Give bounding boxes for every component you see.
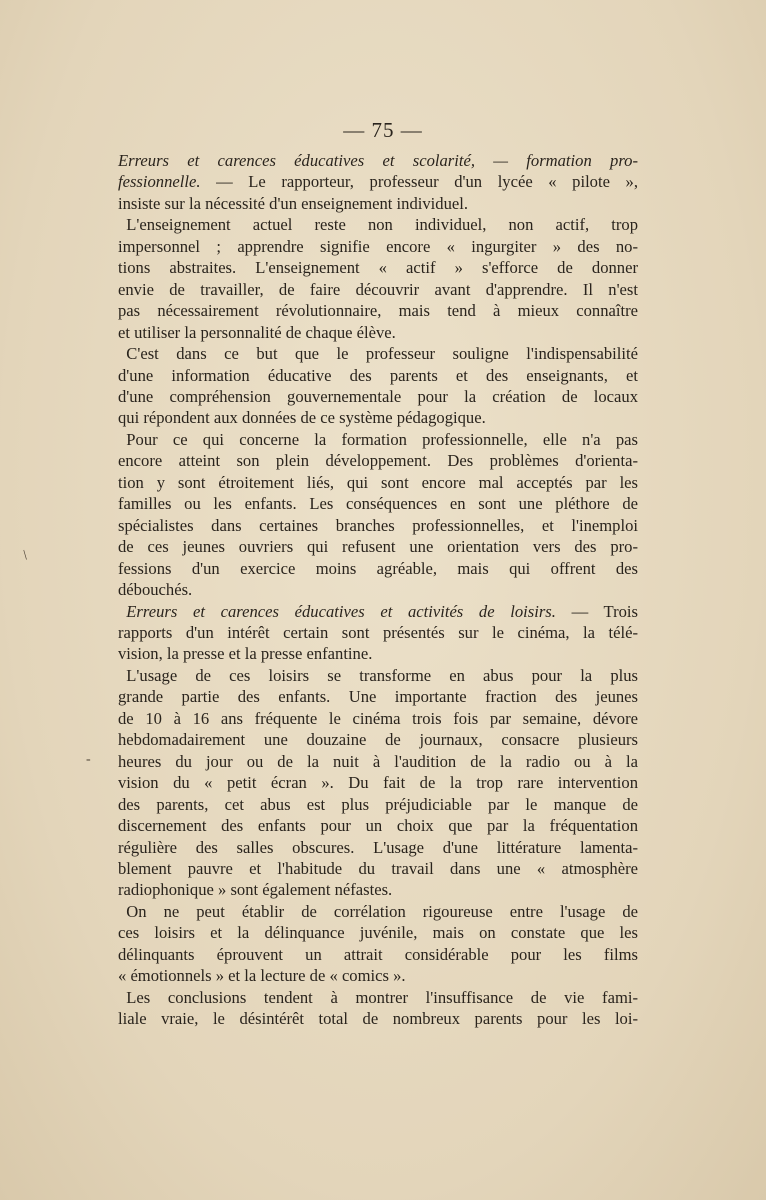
text-line <box>118 987 638 1008</box>
line-text: L'enseignement actuel reste non individuel, non actif, trop <box>118 215 638 235</box>
text-line <box>118 601 638 622</box>
line-text: L'usage de ces loisirs se transforme en abus pour la plus <box>118 665 638 685</box>
line-text: Les conclusions tendent à montrer l'insuffisance de vie fami- <box>118 987 638 1007</box>
page-number: — 75 — <box>343 118 423 142</box>
line-text: heures du jour ou de la nuit à l'audition de la radio ou à la <box>118 751 638 771</box>
text-line <box>118 558 638 579</box>
text-line <box>118 772 638 793</box>
text-line <box>118 365 638 386</box>
line-text: impersonnel ; apprendre signifie encore « ingurgiter » des no- <box>118 236 638 256</box>
text-line <box>118 901 638 922</box>
line-text: fessions d'un exercice moins agréable, mais qui offrent des <box>118 558 638 578</box>
text-line <box>118 429 638 450</box>
text-line <box>118 279 638 300</box>
text-line <box>118 515 638 536</box>
line-text: C'est dans ce but que le professeur souligne l'indispensabilité <box>118 344 638 364</box>
italic-heading-text: fessionnelle. <box>118 172 201 192</box>
text-line <box>118 450 638 471</box>
text-line <box>118 665 638 686</box>
text-line <box>118 815 638 836</box>
line-text: hebdomadairement une douzaine de journaux, consacre plusieurs <box>118 730 638 750</box>
line-text: rapports d'un intérêt certain sont présentés sur le cinéma, la télé- <box>118 622 638 642</box>
line-text: On ne peut établir de corrélation rigoureuse entre l'usage de <box>118 901 638 921</box>
text-line <box>118 622 638 643</box>
line-text: — Le rapporteur, professeur d'un lycée « pilote », <box>200 172 638 192</box>
text-line <box>118 643 638 664</box>
italic-heading-text: Erreurs et carences éducatives et activités de loisirs. <box>118 601 556 621</box>
line-text: Pour ce qui concerne la formation professionnelle, elle n'a pas <box>118 429 638 449</box>
text-line <box>118 1008 638 1029</box>
text-line <box>118 472 638 493</box>
text-line <box>118 236 638 257</box>
text-line <box>118 686 638 707</box>
line-text: envie de travailler, de faire découvrir avant d'apprendre. Il n'est <box>118 279 638 299</box>
text-line <box>118 214 638 235</box>
line-text: familles ou les enfants. Les conséquences en sont une pléthore de <box>118 494 638 514</box>
text-line <box>118 493 638 514</box>
line-text: qui répondent aux données de ce système pédagogique. <box>118 408 486 428</box>
line-text: et utiliser la personnalité de chaque élève. <box>118 322 396 342</box>
text-line <box>118 257 638 278</box>
line-text: discernement des enfants pour un choix que par la fréquentation <box>118 816 638 836</box>
body-text <box>118 150 638 1030</box>
line-text: ces loisirs et la délinquance juvénile, mais on constate que les <box>118 923 638 943</box>
text-line <box>118 193 638 214</box>
italic-heading-text: Erreurs et carences éducatives et scolarité, — formation pro- <box>118 151 638 170</box>
text-line <box>118 879 638 900</box>
line-text: d'une compréhension gouvernementale pour la création de locaux <box>118 386 638 406</box>
line-text: spécialistes dans certaines branches professionnelles, et l'inemploi <box>118 515 638 535</box>
line-text: pas nécessairement révolutionnaire, mais tend à mieux connaître <box>118 301 638 321</box>
line-text: débouchés. <box>118 580 193 600</box>
margin-mark: / <box>19 548 32 563</box>
text-line <box>118 343 638 364</box>
margin-mark: - <box>86 752 91 767</box>
text-line <box>118 322 638 343</box>
text-line <box>118 708 638 729</box>
text-line <box>118 858 638 879</box>
text-line <box>118 171 638 192</box>
text-line <box>118 944 638 965</box>
line-text: des parents, cet abus est plus préjudiciable par le manque de <box>118 794 638 814</box>
line-text: délinquants éprouvent un attrait considérable pour les films <box>118 944 638 964</box>
line-text: d'une information éducative des parents et des enseignants, et <box>118 365 638 385</box>
line-text: vision du « petit écran ». Du fait de la trop rare intervention <box>118 773 638 793</box>
line-text: tions abstraites. L'enseignement « actif » s'efforce de donner <box>118 258 638 278</box>
text-line <box>118 300 638 321</box>
line-text: de ces jeunes ouvriers qui refusent une orientation vers des pro- <box>118 537 638 557</box>
line-text: radiophonique » sont également néfastes. <box>118 880 393 900</box>
text-line <box>118 922 638 943</box>
text-line <box>118 579 638 600</box>
line-text: tion y sont étroitement liés, qui sont encore mal acceptés par les <box>118 472 638 492</box>
line-text: « émotionnels » et la lecture de « comics ». <box>118 966 406 986</box>
line-text: blement pauvre et l'habitude du travail dans une « atmosphère <box>118 858 638 878</box>
line-text: insiste sur la nécessité d'un enseignement individuel. <box>118 193 469 213</box>
text-line <box>118 794 638 815</box>
text-line <box>118 386 638 407</box>
text-line <box>118 751 638 772</box>
line-text: — Trois <box>555 601 638 621</box>
text-line <box>118 837 638 858</box>
text-line <box>118 536 638 557</box>
text-line <box>118 407 638 428</box>
line-text: liale vraie, le désintérêt total de nombreux parents pour les loi- <box>118 1009 638 1029</box>
line-text: régulière des salles obscures. L'usage d'une littérature lamenta- <box>118 837 638 857</box>
text-line <box>118 150 638 171</box>
line-text: encore atteint son plein développement. Des problèmes d'orienta- <box>118 451 638 471</box>
line-text: vision, la presse et la presse enfantine. <box>118 644 373 664</box>
line-text: grande partie des enfants. Une importante fraction des jeunes <box>118 687 638 707</box>
line-text: de 10 à 16 ans fréquente le cinéma trois fois par semaine, dévore <box>118 708 638 728</box>
text-line <box>118 729 638 750</box>
text-line <box>118 965 638 986</box>
